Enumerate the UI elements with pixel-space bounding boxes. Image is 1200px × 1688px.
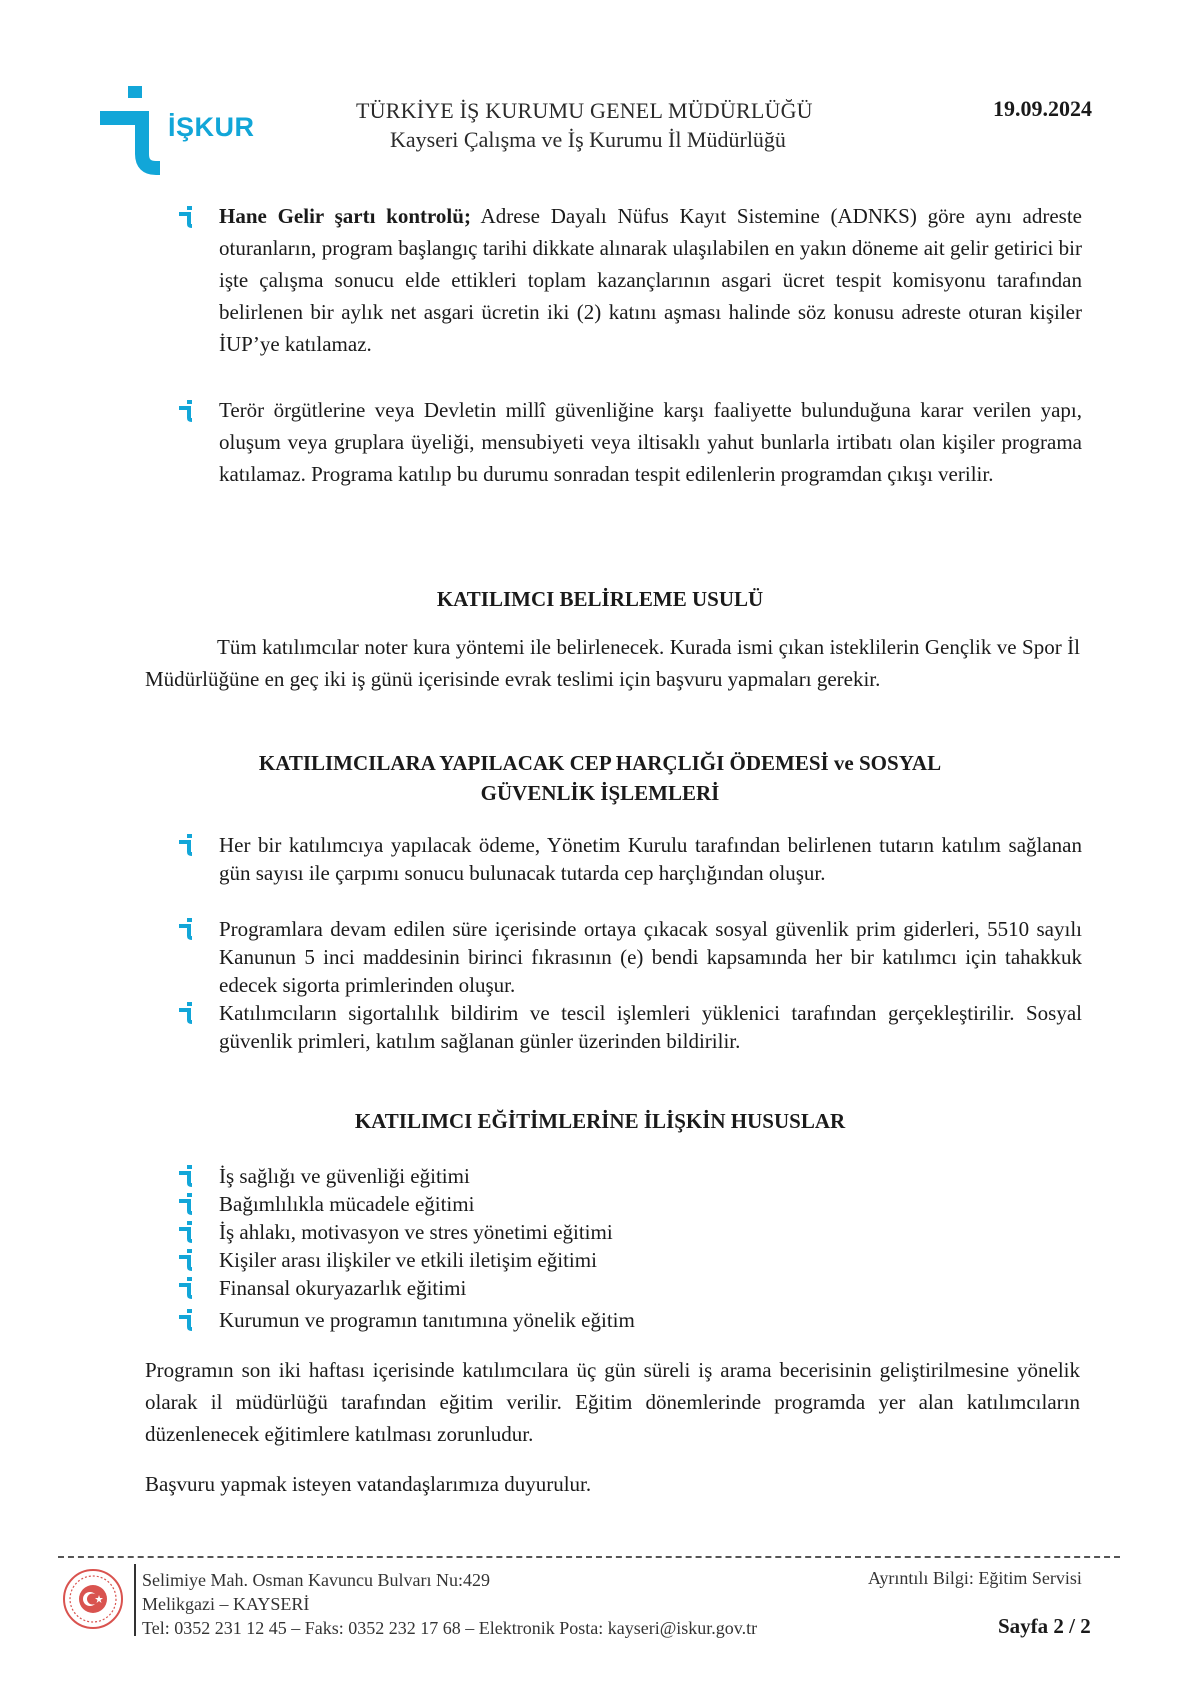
address-line-1: Selimiye Mah. Osman Kavuncu Bulvarı Nu:429 (142, 1570, 490, 1590)
list-item (185, 1246, 1082, 1274)
list-item (185, 1218, 1082, 1246)
bullet-text: Adrese Dayalı Nüfus Kayıt Sistemine (ADNKS) göre aynı adreste oturanların, program başlangıç tarihi dikkate alınarak ulaşılabilen en yakın döneme ait gelir getirici bir işte çalışma sonucu elde ettikleri toplam kazançlarının asgari ücret tespit komisyonu tarafından belirlenen bir aylık net asgari ücretin iki (2) katını aşması halinde söz konusu adreste oturan kişiler İUP’ye katılamaz. (219, 204, 1082, 356)
list-item (185, 1190, 1082, 1218)
org-title: TÜRKİYE İŞ KURUMU GENEL MÜDÜRLÜĞÜ (356, 98, 813, 123)
bullet-terror-exclusion (185, 394, 1082, 490)
iskur-bullet-icon (179, 400, 195, 422)
iskur-bullet-icon (179, 206, 195, 228)
footer-divider (58, 1556, 1120, 1558)
section-heading-selection: KATILIMCI BELİRLEME USULÜ (436, 587, 764, 611)
contact-line: Tel: 0352 231 12 45 – Faks: 0352 232 17 68 – Elektronik Posta: kayseri@iskur.gov.tr (142, 1618, 758, 1638)
footer-separator (134, 1564, 136, 1636)
bullet-bold-label: Hane Gelir şartı kontrolü; (219, 204, 471, 228)
iskur-bullet-icon (179, 1249, 195, 1271)
list-item-text: Finansal okuryazarlık eğitimi (219, 1276, 467, 1300)
section-heading-payment-line1: KATILIMCILARA YAPILACAK CEP HARÇLIĞI ÖDEMESİ ve SOSYAL (258, 751, 942, 775)
footer-info: Ayrıntılı Bilgi: Eğitim Servisi (868, 1568, 1082, 1588)
section-heading-payment-line2: GÜVENLİK İŞLEMLERİ (480, 781, 720, 805)
iskur-bullet-icon (179, 1165, 195, 1187)
page-number: Sayfa 2 / 2 (998, 1614, 1091, 1638)
training-closing-paragraph: Programın son iki haftası içerisinde katılımcılara üç gün süreli iş arama becerisinin geliştirilmesine yönelik olarak il müdürlüğü tarafından eğitim verilir. Eğitim dönemlerinde programda yer alan katılımcıların düzenlenecek eğitimlere katılması zorunludur. (145, 1358, 1080, 1446)
section-heading-training: KATILIMCI EĞİTİMLERİNE İLİŞKİN HUSUSLAR (354, 1109, 846, 1133)
org-subtitle: Kayseri Çalışma ve İş Kurumu İl Müdürlüğü (390, 127, 786, 152)
list-item-text: Bağımlılıkla mücadele eğitimi (219, 1192, 475, 1216)
bullet-text: Programlara devam edilen süre içerisinde ortaya çıkacak sosyal güvenlik prim giderleri, 5510 sayılı Kanunun 5 inci maddesinin birinci fıkrasının (e) bendi kapsamında her bir katılımcı için tahakkuk edecek sigorta primlerinden oluşur. (219, 917, 1082, 997)
list-item-text: Kurumun ve programın tanıtımına yönelik eğitim (219, 1308, 635, 1332)
iskur-bullet-icon (179, 1002, 195, 1024)
list-item-text: İş ahlakı, motivasyon ve stres yönetimi eğitimi (219, 1220, 613, 1244)
announcement-text: Başvuru yapmak isteyen vatandaşlarımıza duyurulur. (145, 1472, 592, 1496)
list-item-text: Kişiler arası ilişkiler ve etkili iletişim eğitimi (219, 1248, 597, 1272)
training-list (185, 1162, 1082, 1334)
footer-address (142, 1568, 757, 1640)
document-date: 19.09.2024 (993, 96, 1092, 121)
bullet-text: Terör örgütlerine veya Devletin millî güvenliğine karşı faaliyette bulunduğuna karar verilen yapı, oluşum veya gruplara üyeliği, mensubiyeti veya iltisaklı yahut bunlarla irtibatı olan kişiler programa katılamaz. Programa katılıp bu durumu sonradan tespit edilenlerin programdan çıkışı verilir. (219, 398, 1082, 486)
list-item (185, 1162, 1082, 1190)
iskur-bullet-icon (179, 918, 195, 940)
payment-bullet-2 (185, 915, 1082, 999)
ministry-seal-icon (62, 1568, 124, 1630)
list-item (185, 1274, 1082, 1302)
bullet-household-income (185, 200, 1082, 360)
iskur-bullet-icon (179, 1221, 195, 1243)
bullet-text: Her bir katılımcıya yapılacak ödeme, Yönetim Kurulu tarafından belirlenen tutarın katılım sağlanan gün sayısı ile çarpımı sonucu bulunacak tutarda cep harçlığından oluşur. (219, 833, 1082, 885)
address-line-2: Melikgazi – KAYSERİ (142, 1594, 310, 1614)
payment-bullet-1 (185, 831, 1082, 887)
list-item-text: İş sağlığı ve güvenliği eğitimi (219, 1164, 470, 1188)
iskur-bullet-icon (179, 1277, 195, 1299)
payment-bullet-3 (185, 999, 1082, 1055)
list-item (185, 1306, 1082, 1334)
bullet-text: Katılımcıların sigortalılık bildirim ve tescil işlemleri yüklenici tarafından gerçekleştirilir. Sosyal güvenlik primleri, katılım sağlanan günler üzerinden bildirilir. (219, 1001, 1082, 1053)
logo-text: İŞKUR (168, 112, 255, 142)
iskur-bullet-icon (179, 1193, 195, 1215)
selection-paragraph: Tüm katılımcılar noter kura yöntemi ile belirlenecek. Kurada ismi çıkan isteklilerin Gençlik ve Spor İl Müdürlüğüne en geç iki iş günü içerisinde evrak teslimi için başvuru yapmaları gerekir. (145, 635, 1080, 691)
iskur-bullet-icon (179, 834, 195, 856)
iskur-bullet-icon (179, 1309, 195, 1331)
